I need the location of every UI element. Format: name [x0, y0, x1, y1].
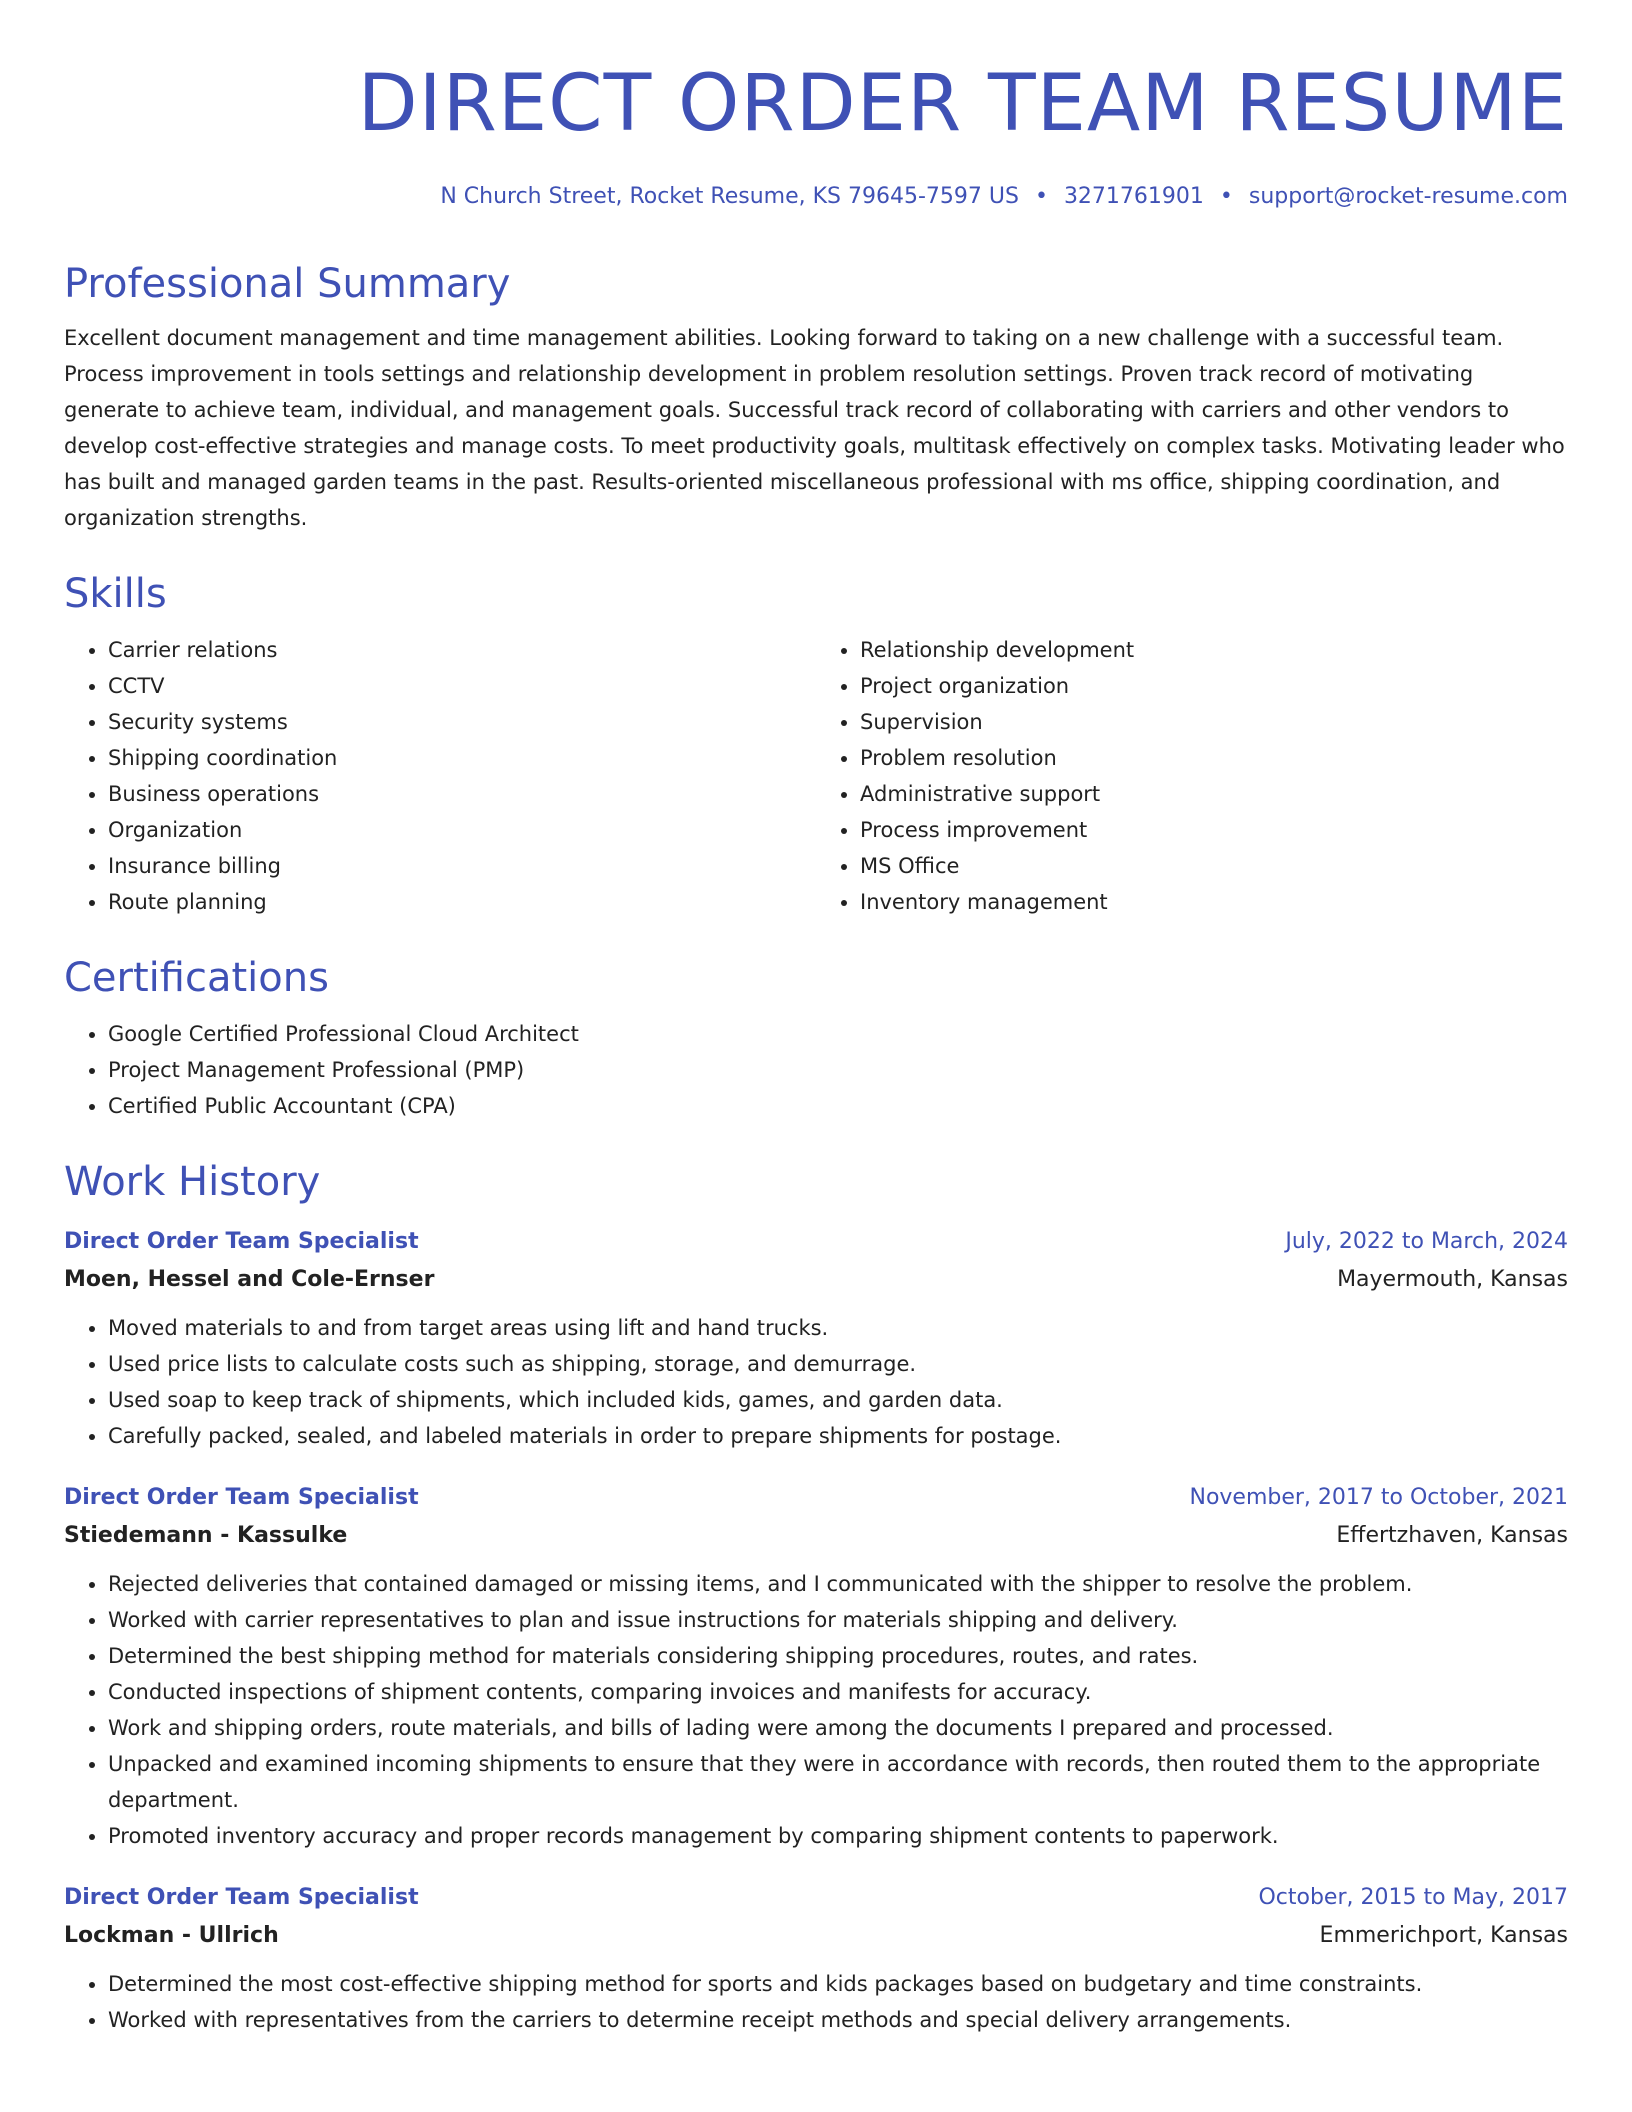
skill-item: • Organization [108, 812, 816, 848]
resume-name: DIRECT ORDER TEAM RESUME [357, 59, 1568, 149]
resume-header [64, 56, 1568, 212]
skill-item: • CCTV [108, 668, 816, 704]
skill-item: • Supervision [860, 704, 1568, 740]
job-title: Direct Order Team Specialist [64, 1229, 419, 1254]
job-dates: November, 2017 to October, 2021 [1189, 1485, 1568, 1510]
contact-phone: 3271761901 [1063, 184, 1204, 209]
job-entry [64, 1880, 1568, 2038]
job-bullet: • Worked with representatives from the carriers to determine receipt methods and special delivery arrangements. [108, 2002, 1568, 2038]
skill-item: • Security systems [108, 704, 816, 740]
job-location: Mayermouth, Kansas [1337, 1267, 1568, 1292]
job-bullet: • Rejected deliveries that contained damaged or missing items, and I communicated with the shipper to resolve the problem. [108, 1566, 1568, 1602]
skill-item: • Business operations [108, 776, 816, 812]
job-bullet: • Determined the best shipping method for materials considering shipping procedures, routes, and rates. [108, 1638, 1568, 1674]
job-location: Emmerichport, Kansas [1319, 1923, 1568, 1948]
contact-separator: • [1034, 184, 1048, 209]
skill-item: • Inventory management [860, 884, 1568, 920]
certifications-title: Certifications [64, 955, 329, 1001]
skills-title: Skills [64, 571, 167, 617]
certification-item: • Google Certified Professional Cloud Architect [108, 1016, 1568, 1052]
skills-list-left [64, 632, 816, 920]
job-location: Effertzhaven, Kansas [1336, 1523, 1568, 1548]
certifications-list [64, 1016, 1568, 1124]
job-dates: July, 2022 to March, 2024 [1285, 1229, 1568, 1254]
job-bullet: • Conducted inspections of shipment contents, comparing invoices and manifests for accuracy. [108, 1674, 1568, 1710]
summary-section [64, 260, 1568, 536]
skill-item: • Process improvement [860, 812, 1568, 848]
skill-item: • Carrier relations [108, 632, 816, 668]
job-bullet: • Unpacked and examined incoming shipments to ensure that they were in accordance with records, then routed them to the appropriate department. [108, 1746, 1568, 1818]
job-bullet: • Used price lists to calculate costs such as shipping, storage, and demurrage. [108, 1346, 1568, 1382]
job-bullets [64, 1966, 1568, 2038]
contact-address: N Church Street, Rocket Resume, KS 79645-7597 US [440, 184, 1019, 209]
job-entry [64, 1224, 1568, 1454]
skills-grid [64, 632, 1568, 920]
job-bullet: • Determined the most cost-effective shipping method for sports and kids packages based on budgetary and time constraints. [108, 1966, 1568, 2002]
job-bullet: • Used soap to keep track of shipments, which included kids, games, and garden data. [108, 1382, 1568, 1418]
skill-item: • MS Office [860, 848, 1568, 884]
job-bullet: • Worked with carrier representatives to plan and issue instructions for materials shipping and delivery. [108, 1602, 1568, 1638]
job-title: Direct Order Team Specialist [64, 1485, 419, 1510]
certification-item: • Certified Public Accountant (CPA) [108, 1088, 1568, 1124]
skill-item: • Project organization [860, 668, 1568, 704]
job-header-row [64, 1880, 1568, 1916]
work-history-section [64, 1158, 1568, 2038]
contact-line [64, 182, 1568, 212]
skills-list-right [816, 632, 1568, 920]
certification-item: • Project Management Professional (PMP) [108, 1052, 1568, 1088]
summary-text: Excellent document management and time management abilities. Looking forward to taking on a new challenge with a successful team. Process improvement in tools settings and relationship development in problem resolution settings. Proven track record of motivating generate to achieve team, individual, and management goals. Successful track record of collaborating with carriers and other vendors to develop cost-effective strategies and manage costs. To meet productivity goals, multitask effectively on complex tasks. Motivating leader who has built and managed garden teams in the past. Results-oriented miscellaneous professional with ms office, shipping coordination, and organization strengths. [64, 326, 1565, 530]
skills-section [64, 570, 1568, 920]
skill-item: • Route planning [108, 884, 816, 920]
work-history-title: Work History [64, 1159, 321, 1205]
skill-item: • Relationship development [860, 632, 1568, 668]
contact-separator: • [1219, 184, 1233, 209]
job-bullets [64, 1310, 1568, 1454]
job-bullet: • Moved materials to and from target areas using lift and hand trucks. [108, 1310, 1568, 1346]
summary-title: Professional Summary [64, 261, 511, 307]
skill-item: • Administrative support [860, 776, 1568, 812]
job-company-row [64, 1516, 1568, 1556]
job-bullet: • Carefully packed, sealed, and labeled materials in order to prepare shipments for postage. [108, 1418, 1568, 1454]
job-company: Moen, Hessel and Cole-Ernser [64, 1267, 435, 1292]
job-company: Stiedemann - Kassulke [64, 1523, 348, 1548]
job-dates: October, 2015 to May, 2017 [1258, 1885, 1568, 1910]
job-bullets [64, 1566, 1568, 1854]
job-bullet: • Work and shipping orders, route materials, and bills of lading were among the documents I prepared and processed. [108, 1710, 1568, 1746]
contact-email: support@rocket-resume.com [1248, 184, 1568, 209]
job-header-row [64, 1224, 1568, 1260]
job-company: Lockman - Ullrich [64, 1923, 279, 1948]
job-title: Direct Order Team Specialist [64, 1885, 419, 1910]
skill-item: • Problem resolution [860, 740, 1568, 776]
job-company-row [64, 1916, 1568, 1956]
job-company-row [64, 1260, 1568, 1300]
skill-item: • Insurance billing [108, 848, 816, 884]
job-header-row [64, 1480, 1568, 1516]
certifications-section [64, 954, 1568, 1124]
job-bullet: • Promoted inventory accuracy and proper records management by comparing shipment contents to paperwork. [108, 1818, 1568, 1854]
job-entry [64, 1480, 1568, 1854]
skill-item: • Shipping coordination [108, 740, 816, 776]
